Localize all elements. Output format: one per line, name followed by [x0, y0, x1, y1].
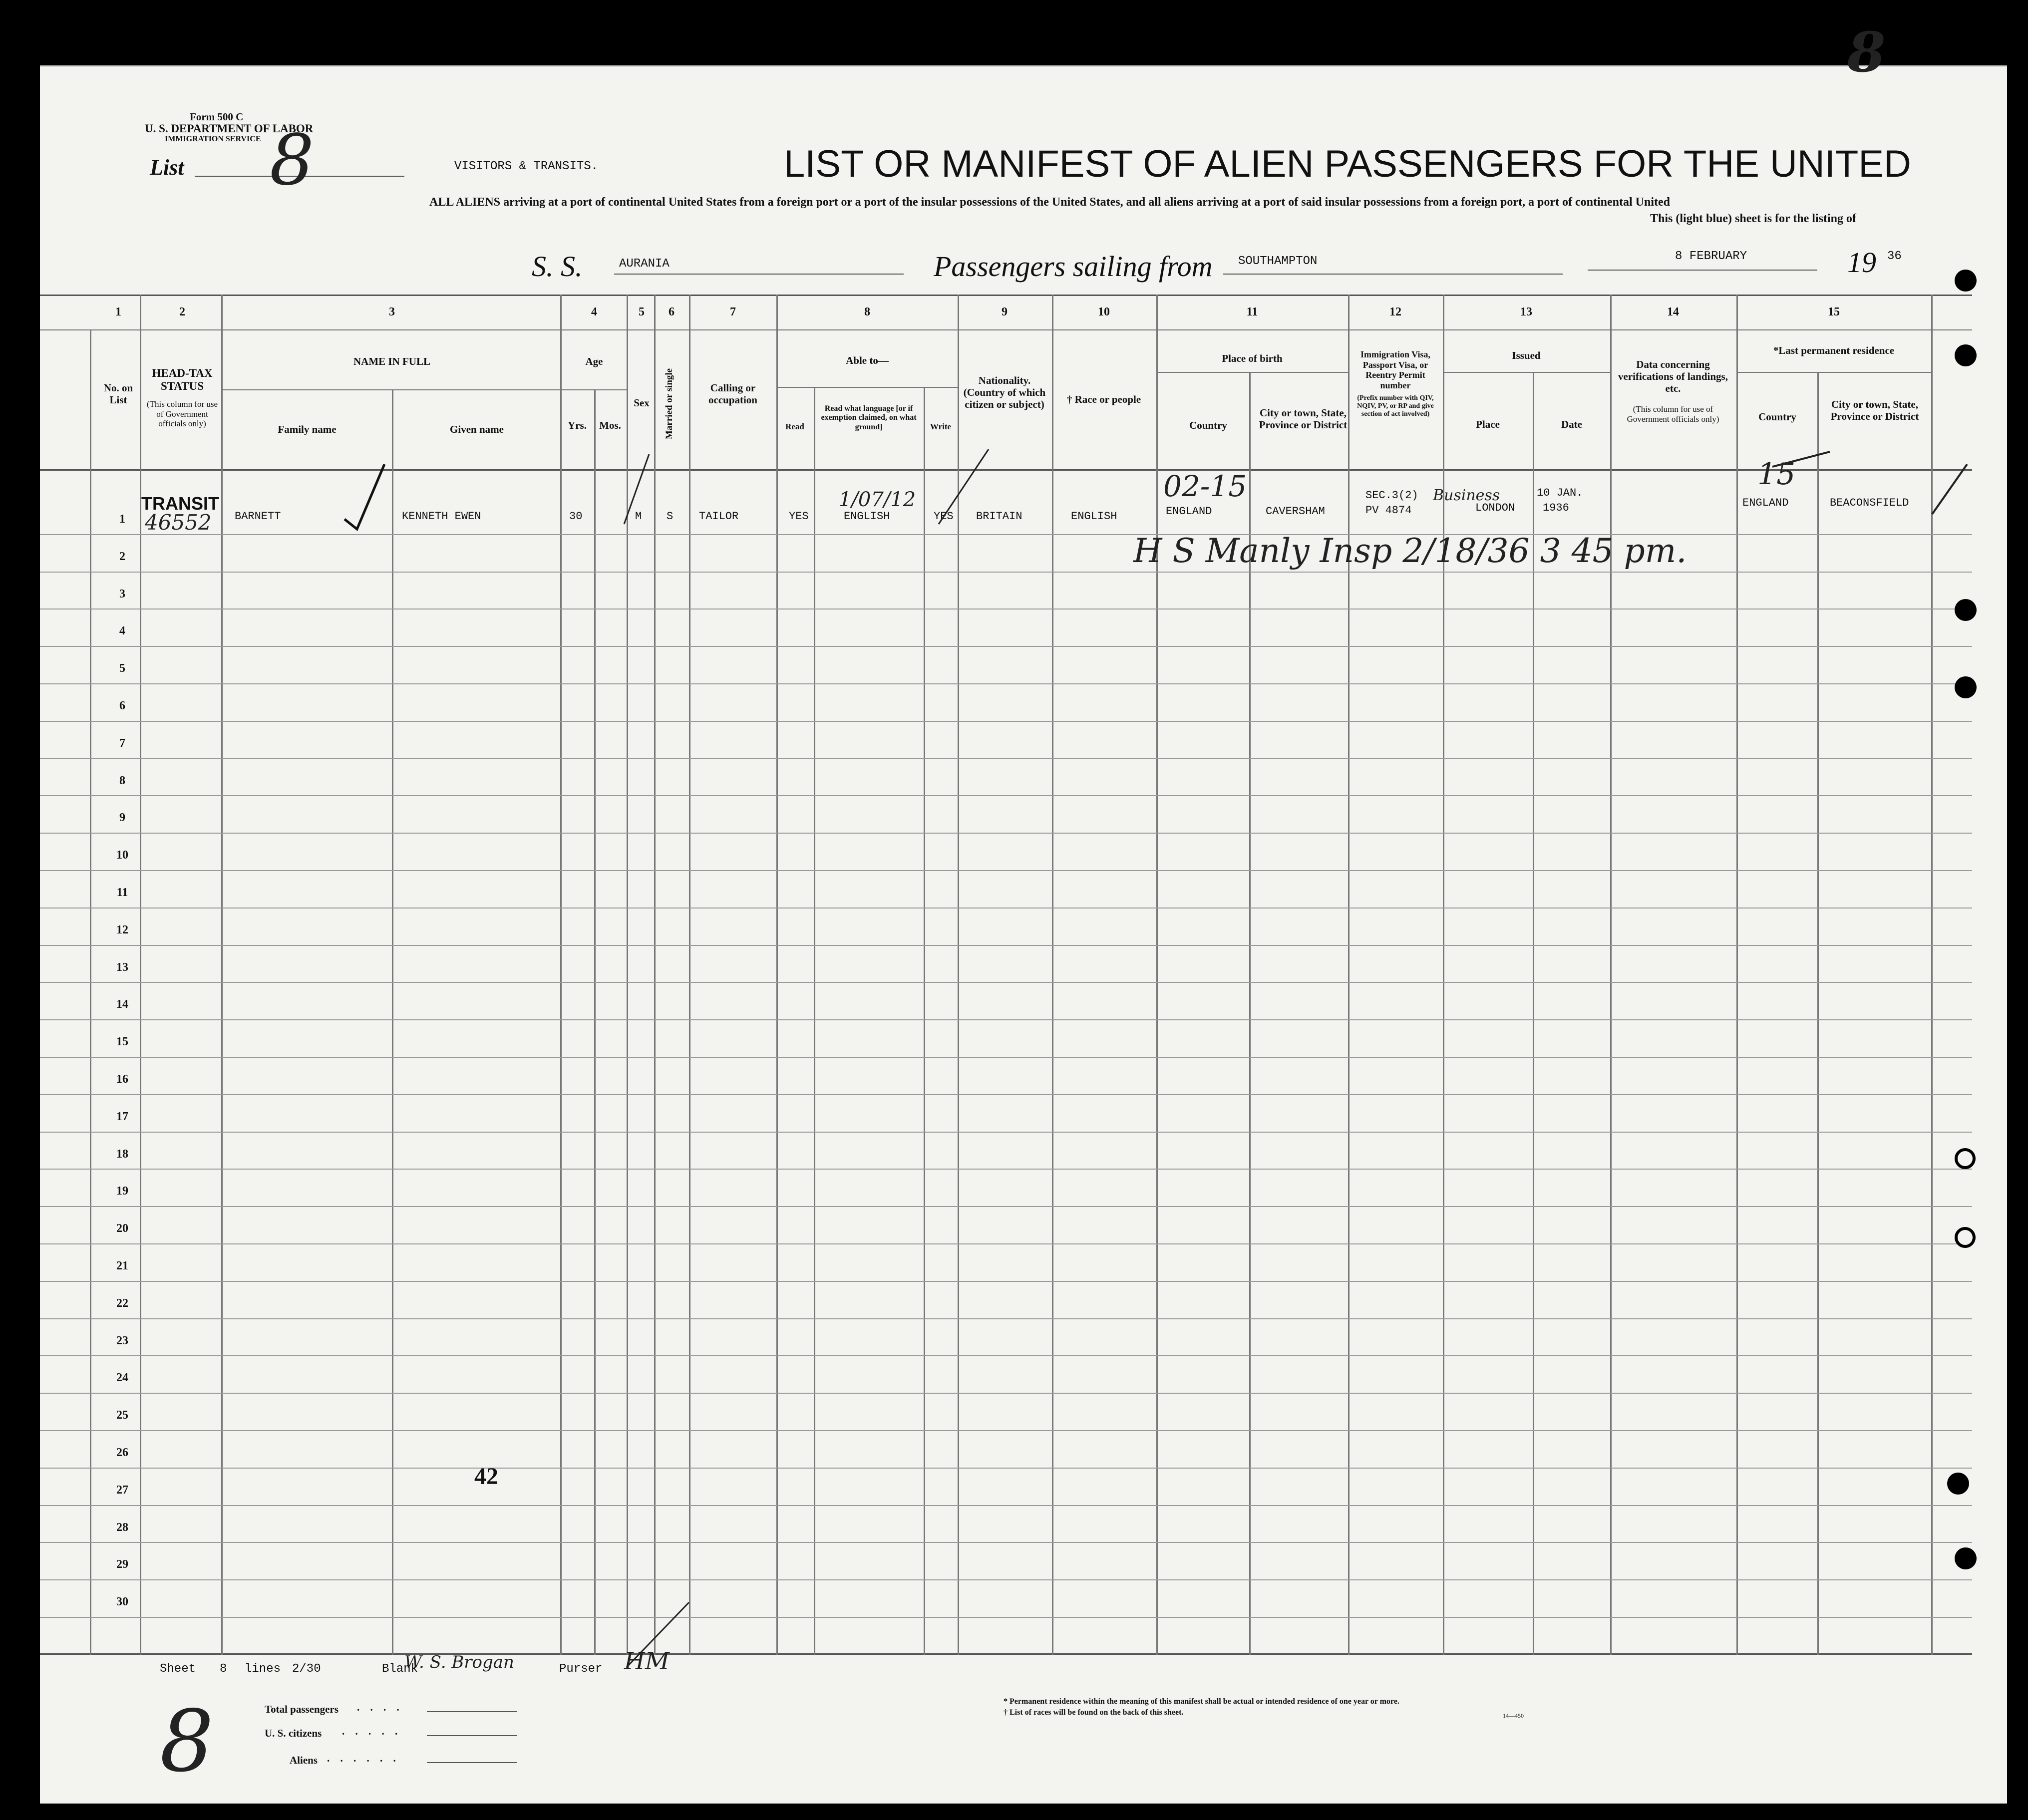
- header-nationality: Nationality. (Country of which citizen or subject): [963, 374, 1046, 411]
- header-residence-city: City or town, State, Province or District: [1830, 398, 1919, 423]
- binder-hole-ring-icon: [1955, 1148, 1976, 1169]
- footer-lines-value: 2/30: [292, 1662, 321, 1676]
- row-number: 15: [116, 1035, 128, 1048]
- issued-date-year: 1936: [1543, 502, 1569, 514]
- row-number: 28: [116, 1521, 128, 1534]
- row-number: 25: [116, 1409, 128, 1422]
- row-number: 13: [116, 961, 128, 974]
- header-age: Age: [585, 355, 603, 367]
- sailing-date: 8 FEBRUARY: [1675, 250, 1747, 263]
- row-number: 19: [116, 1185, 128, 1198]
- footnote-races: † List of races will be found on the back of this sheet.: [1004, 1708, 1184, 1717]
- business-handwritten: Business: [1433, 487, 1500, 504]
- residence-code-handwritten: 15: [1757, 457, 1796, 492]
- ship-name: AURANIA: [619, 257, 670, 271]
- manifest-title: LIST OR MANIFEST OF ALIEN PASSENGERS FOR THE UNITED: [784, 143, 1911, 185]
- purser-signature: W. S. Brogan: [404, 1652, 514, 1672]
- residence-country: ENGLAND: [1742, 497, 1789, 509]
- row-number: 12: [116, 923, 128, 936]
- visa-number: PV 4874: [1365, 504, 1412, 517]
- header-mos: Mos.: [599, 419, 621, 431]
- row-number: 11: [116, 886, 128, 899]
- check-mark-icon: [344, 464, 384, 529]
- year-suffix: 36: [1887, 250, 1902, 263]
- header-married: Married or single: [664, 368, 675, 439]
- pen-stroke-icon: [627, 1602, 689, 1667]
- row-number: 24: [116, 1371, 128, 1384]
- header-data-note: (This column for use of Government officials only): [1627, 404, 1719, 424]
- total-passengers-line: [427, 1711, 517, 1712]
- read-language: ENGLISH: [844, 510, 890, 523]
- birth-country: ENGLAND: [1166, 505, 1212, 518]
- row-number: 18: [116, 1148, 128, 1161]
- total-passengers-label: Total passengers: [265, 1703, 338, 1715]
- col-number: 3: [389, 305, 395, 318]
- residence-city: BEACONSFIELD: [1830, 497, 1909, 509]
- us-citizens-line: [427, 1735, 517, 1736]
- col-number: 10: [1098, 305, 1110, 318]
- col-number: 14: [1667, 305, 1679, 318]
- header-residence-country: Country: [1758, 411, 1796, 423]
- row-number: 17: [116, 1110, 128, 1123]
- pen-stroke-icon: [939, 449, 989, 524]
- row-number: 3: [119, 588, 125, 601]
- row-number: 4: [119, 624, 125, 637]
- header-issued-date: Date: [1561, 418, 1582, 430]
- col-number: 12: [1389, 305, 1401, 318]
- inspector-note-handwritten: H S Manly Insp 2/18/36 3 45 pm.: [1133, 532, 1687, 570]
- row-number: 29: [116, 1558, 128, 1571]
- header-issued-place: Place: [1476, 418, 1500, 430]
- initials-handwritten: HM: [624, 1647, 670, 1675]
- race: ENGLISH: [1071, 510, 1117, 523]
- col-number: 7: [730, 305, 736, 318]
- binder-hole-icon: [1955, 344, 1977, 366]
- us-citizens-leader: . . . . .: [342, 1725, 402, 1737]
- left-mark-handwritten: 8: [160, 1692, 214, 1791]
- footer-blank-label: Blank: [382, 1662, 418, 1676]
- col-number: 11: [1246, 305, 1258, 318]
- footnote-residence: * Permanent residence within the meaning of this manifest shall be actual or intended residence of one year or more.: [1004, 1697, 1399, 1706]
- header-given-name: Given name: [450, 423, 504, 435]
- language-code-handwritten: 1/07/12: [839, 488, 916, 511]
- header-read-language: Read what language [or if exemption claimed, on what ground]: [821, 404, 917, 431]
- department: U. S. DEPARTMENT OF LABOR: [145, 122, 314, 135]
- binder-hole-icon: [1955, 676, 1977, 698]
- sailing-label: Passengers sailing from: [934, 250, 1213, 283]
- manifest-subtitle: ALL ALIENS arriving at a port of continental United States from a foreign port or a port of the insular possessions of the United States, and all aliens arriving at a port of said insular possessions from a foreign port, a port of continental United: [429, 196, 1670, 209]
- col-number: 2: [179, 305, 185, 318]
- col-number: 8: [864, 305, 870, 318]
- aliens-label: Aliens: [290, 1754, 318, 1766]
- header-last-residence: *Last permanent residence: [1773, 344, 1895, 356]
- aliens-line: [427, 1762, 517, 1763]
- row-number: 27: [116, 1484, 128, 1497]
- header-yrs: Yrs.: [568, 419, 587, 431]
- print-code: 14—450: [1503, 1712, 1524, 1719]
- can-read: YES: [789, 510, 809, 523]
- col-number: 9: [1002, 305, 1008, 318]
- page-number-42: 42: [474, 1463, 498, 1490]
- nationality: BRITAIN: [976, 510, 1022, 523]
- pen-stroke-icon: [1932, 464, 1967, 514]
- birth-code-handwritten: 02-15: [1163, 469, 1247, 503]
- footer-purser-label: Purser: [559, 1662, 603, 1676]
- row-number: 30: [116, 1595, 128, 1608]
- header-calling: Calling or occupation: [708, 382, 757, 406]
- header-head-tax: HEAD-TAX STATUS: [152, 367, 213, 393]
- age-years: 30: [569, 510, 583, 523]
- binder-hole-icon: [1947, 1473, 1969, 1495]
- family-name: BARNETT: [235, 510, 281, 523]
- header-birth-country: Country: [1189, 419, 1227, 431]
- married-status: S: [667, 510, 674, 523]
- header-data-concerning: Data concerning verifications of landings, etc.: [1618, 358, 1728, 395]
- footer-sheet-no: 8: [220, 1662, 227, 1676]
- header-read: Read: [785, 422, 804, 431]
- head-tax-number: 46552: [145, 510, 212, 535]
- header-write: Write: [930, 422, 952, 431]
- can-write: YES: [934, 510, 954, 523]
- port: SOUTHAMPTON: [1238, 255, 1318, 268]
- row-number: 10: [116, 849, 128, 862]
- header-name-in-full: NAME IN FULL: [353, 355, 430, 367]
- ss-label: S. S.: [532, 250, 583, 283]
- header-race: † Race or people: [1066, 393, 1141, 405]
- us-citizens-label: U. S. citizens: [265, 1727, 322, 1739]
- col-number: 1: [115, 305, 121, 318]
- row-number: 8: [119, 774, 125, 787]
- given-name: KENNETH EWEN: [402, 510, 481, 523]
- header-place-of-birth: Place of birth: [1222, 352, 1283, 364]
- header-visa-note: (Prefix number with QIV, NQIV, PV, or RP and give section of act involved): [1357, 394, 1434, 418]
- binder-hole-icon: [1955, 270, 1977, 292]
- header-issued: Issued: [1512, 349, 1541, 361]
- row-number: 1: [119, 513, 125, 526]
- col-number: 5: [639, 305, 645, 318]
- pen-stroke-icon: [1772, 452, 1830, 467]
- sex: M: [635, 510, 642, 523]
- header-visa: Immigration Visa, Passport Visa, or Reentry Permit number: [1360, 349, 1430, 391]
- manifest-subtitle-2: This (light blue) sheet is for the listing of: [1650, 212, 1856, 225]
- occupation: TAILOR: [699, 510, 739, 523]
- header-able-to: Able to—: [846, 354, 889, 366]
- row-number: 2: [119, 550, 125, 563]
- visa-section: SEC.3(2): [1365, 489, 1418, 502]
- form-number: Form 500 C: [190, 111, 244, 123]
- head-tax-status: TRANSIT: [141, 493, 219, 514]
- col-number: 15: [1828, 305, 1840, 318]
- row-number: 9: [119, 811, 125, 824]
- footer-lines-label: lines: [245, 1662, 281, 1676]
- total-passengers-leader: . . . .: [357, 1701, 403, 1713]
- list-type: VISITORS & TRANSITS.: [454, 160, 599, 173]
- pen-stroke-icon: [624, 454, 649, 524]
- footer-sheet-label: Sheet: [160, 1662, 196, 1676]
- header-sex: Sex: [634, 397, 650, 409]
- row-number: 21: [116, 1259, 128, 1272]
- row-number: 5: [119, 662, 125, 675]
- header-head-tax-note: (This column for use of Government officials only): [146, 399, 218, 429]
- header-birth-city: City or town, State, Province or District: [1259, 407, 1348, 431]
- year-prefix: 19: [1847, 246, 1876, 279]
- row-number: 22: [116, 1297, 128, 1310]
- row-number: 16: [116, 1073, 128, 1086]
- header-no-on-list: No. on List: [103, 382, 133, 406]
- row-number: 6: [119, 699, 125, 712]
- issued-date-day: 10 JAN.: [1537, 487, 1583, 499]
- row-number: 26: [116, 1446, 128, 1459]
- row-number: 20: [116, 1222, 128, 1235]
- row-number: 14: [116, 998, 128, 1011]
- binder-hole-icon: [1955, 599, 1977, 621]
- row-number: 7: [119, 737, 125, 750]
- col-number: 4: [591, 305, 597, 318]
- aliens-leader: . . . . . .: [327, 1752, 400, 1764]
- list-number: 8: [270, 120, 315, 201]
- col-number: 6: [669, 305, 675, 318]
- corner-mark: 8: [1847, 20, 1886, 84]
- service: IMMIGRATION SERVICE: [165, 135, 261, 143]
- birth-city: CAVERSHAM: [1266, 505, 1325, 518]
- binder-hole-icon: [1955, 1547, 1977, 1569]
- col-number: 13: [1520, 305, 1532, 318]
- row-number: 23: [116, 1334, 128, 1347]
- issued-place: LONDON: [1475, 502, 1515, 514]
- list-label: List: [150, 155, 184, 180]
- binder-hole-ring-icon: [1955, 1227, 1976, 1248]
- header-family-name: Family name: [278, 423, 337, 435]
